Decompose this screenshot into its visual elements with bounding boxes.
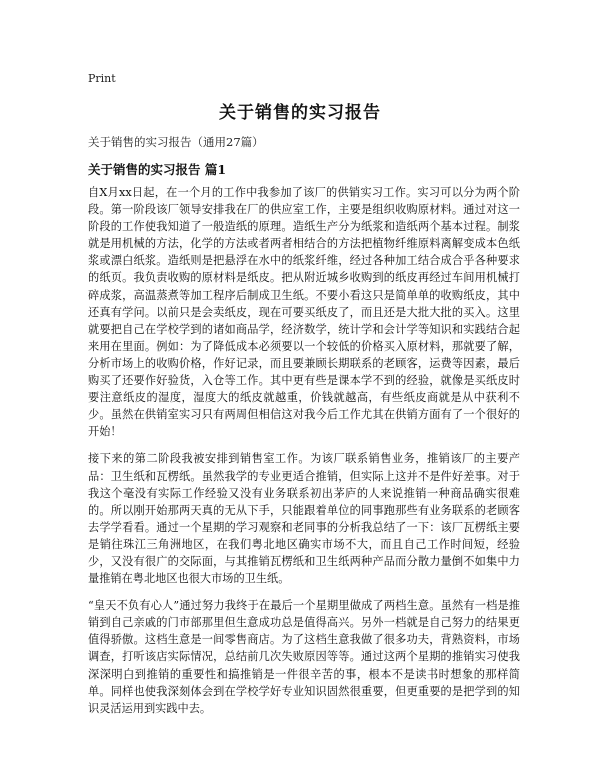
paragraph: 接下来的第二阶段我被安排到销售室工作。为该厂联系销售业务，推销该厂的主要产品：卫生纸和瓦楞纸。虽然我学的专业更适合推销，但实际上这并不是件好差事。对于我这个毫没有实际工作经验又没有业务联系初出茅庐的人来说推销一种商品确实很难的。所以刚开始那两天真的无从下手，只能跟着单位的同事跑那些有业务联系的老顾客去学学看看。通过一个星期的学习观察和老同事的分析我总结了一下：该厂瓦楞纸主要是销往珠江三角洲地区，在我们粤北地区确实市场不大，而且自己工作时间短，经验少，又没有很广的交际面，与其推销瓦楞纸和卫生纸两种产品而分散力量倒不如集中力量推销在粤北地区也很大市场的卫生纸。 — [88, 452, 520, 586]
page-title: 关于销售的实习报告 — [219, 103, 381, 123]
paragraph: 自X月xx日起，在一个月的工作中我参加了该厂的供销实习工作。实习可以分为两个阶段。第一阶段该厂领导安排我在厂的供应室工作，主要是组织收购原材料。通过对这一阶段的工作使我知道了一般造纸的原理。造纸生产分为纸浆和造纸两个基本过程。制浆就是用机械的方法，化学的方法或者两者相结合的方法把植物纤维原料离解变成本色纸浆或漂白纸浆。造纸则是把悬浮在水中的纸浆纤维，经过各种加工结合成合乎各种要求的纸页。我负责收购的原材料是纸皮。把从附近城乡收购到的纸皮再经过车间用机械打碎成浆，高温蒸煮等加工程序后制成卫生纸。不要小看这只是简单单的收购纸皮，其中还真有学问。以前只是会卖纸皮，现在可要买纸皮了，而且还是大批大批的买入。这里就要把自己在学校学到的诸如商品学，经济数学，统计学和会计学等知识和实践结合起来用在里面。例如：为了降低成本必须要以一个较低的价格买入原材料，那就要了解，分析市场上的收购价格，作好记录，而且要兼顾长期联系的老顾客，运费等因素，最后购买了还要作好验货，入仓等工作。其中更有些是课本学不到的经验，就像是买纸皮时要注意纸皮的湿度，湿度大的纸皮就越重，价钱就越高，有些纸皮商就是从中获利不少。虽然在供销室实习只有两周但相信这对我今后工作尤其在供销方面有了一个很好的开始！ — [88, 186, 520, 439]
document-subtitle: 关于销售的实习报告（通用27篇） — [88, 135, 264, 149]
print-label[interactable]: Print — [88, 72, 116, 85]
section-heading: 关于销售的实习报告 篇1 — [88, 162, 227, 177]
document-body — [88, 184, 520, 727]
paragraph: “皇天不负有心人”通过努力我终于在最后一个星期里做成了两档生意。虽然有一档是推销到自己亲戚的门市部那里但生意成功总是值得高兴。另外一档就是自己努力的结果更值得骄傲。这档生意是一间零售商店。为了这档生意我做了很多功夫，背熟资料，市场调查，打听该店实际情况，总结前几次失败原因等等。通过这两个星期的推销实习使我深深明白到推销的重要性和搞推销是一件很辛苦的事，根本不是读书时想象的那样简单。同样也使我深刻体会到在学校学好专业知识固然很重要，但更重要的是把学到的知识灵活运用到实践中去。 — [88, 599, 520, 715]
